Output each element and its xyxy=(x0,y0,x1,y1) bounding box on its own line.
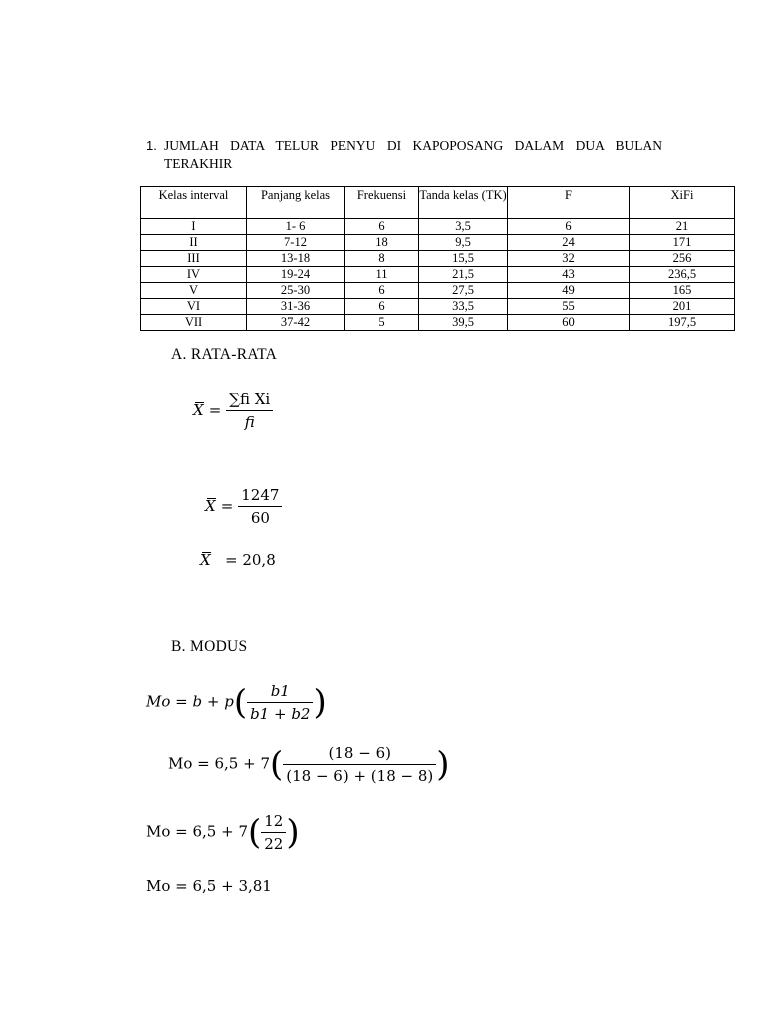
header-kelas-interval: Kelas interval xyxy=(141,187,247,219)
section-b-title: B. MODUS xyxy=(171,638,248,655)
table-cell: 6 xyxy=(345,283,419,299)
section-a-title: A. RATA-RATA xyxy=(171,346,278,363)
mode-formula: Mo = b + p( $\frac{b1}{b1 + b2}$ ) xyxy=(146,682,327,723)
table-cell: 9,5 xyxy=(419,235,508,251)
table-cell: V xyxy=(141,283,247,299)
table-cell: 6 xyxy=(508,219,630,235)
table-cell: 60 xyxy=(508,315,630,331)
table-cell: 39,5 xyxy=(419,315,508,331)
mode-step-3: Mo = 6,5 + 3,81 xyxy=(146,877,272,895)
mean-step-numerator: 1247 xyxy=(238,486,282,507)
heading-line-1: JUMLAH DATA TELUR PENYU DI KAPOPOSANG DALAM DUA BULAN xyxy=(164,138,662,153)
table-cell: 27,5 xyxy=(419,283,508,299)
mean-formula: X = $\frac{\text{∑fi Xi}}{fi}$ xyxy=(193,390,273,431)
table-cell: 25-30 xyxy=(247,283,345,299)
table-cell: 49 xyxy=(508,283,630,299)
table-cell: VI xyxy=(141,299,247,315)
table-cell: 31-36 xyxy=(247,299,345,315)
mode-step-1: Mo = 6,5 + 7( $\frac{(18 - 6)}{(18 - 6) + (18 - 8)}$ ) xyxy=(168,744,450,785)
question-heading xyxy=(146,137,662,173)
header-panjang-kelas: Panjang kelas xyxy=(247,187,345,219)
table-cell: 19-24 xyxy=(247,267,345,283)
table-cell: 33,5 xyxy=(419,299,508,315)
table-row xyxy=(141,235,735,251)
header-f: F xyxy=(508,187,630,219)
table-row xyxy=(141,315,735,331)
header-tanda-kelas: Tanda kelas (TK) xyxy=(419,187,508,219)
table-row xyxy=(141,299,735,315)
table-cell: 6 xyxy=(345,299,419,315)
table-cell: 201 xyxy=(630,299,735,315)
table-cell: I xyxy=(141,219,247,235)
table-cell: 21,5 xyxy=(419,267,508,283)
mean-step-1: X = $\frac{1247}{60}$ xyxy=(205,486,282,527)
frequency-table xyxy=(140,186,735,331)
table-row xyxy=(141,251,735,267)
table-row xyxy=(141,267,735,283)
x-bar-symbol: X xyxy=(193,400,204,419)
x-bar-symbol: X xyxy=(200,551,211,569)
table-cell: 6 xyxy=(345,219,419,235)
mean-result-value: = 20,8 xyxy=(225,551,276,569)
mode-step-2-left: Mo = 6,5 + 7 xyxy=(146,822,248,841)
table-cell: 197,5 xyxy=(630,315,735,331)
mode-step-1-left: Mo = 6,5 + 7 xyxy=(168,754,270,773)
mode-step-2-denominator: 22 xyxy=(264,835,284,853)
table-cell: 55 xyxy=(508,299,630,315)
table-cell: 5 xyxy=(345,315,419,331)
header-xifi: XiFi xyxy=(630,187,735,219)
mode-step-2-numerator: 12 xyxy=(261,812,286,833)
table-cell: IV xyxy=(141,267,247,283)
mode-formula-denominator: b1 + b2 xyxy=(247,702,313,723)
table-cell: 171 xyxy=(630,235,735,251)
mode-step-2: Mo = 6,5 + 7( $\frac{12}{22}$ ) xyxy=(146,812,300,853)
mean-result xyxy=(200,551,276,569)
table-row xyxy=(141,283,735,299)
table-header-row xyxy=(141,187,735,219)
table-cell: 37-42 xyxy=(247,315,345,331)
table-cell: 18 xyxy=(345,235,419,251)
table-cell: 24 xyxy=(508,235,630,251)
table-cell: 13-18 xyxy=(247,251,345,267)
x-bar-symbol: X xyxy=(205,496,216,515)
table-cell: 15,5 xyxy=(419,251,508,267)
table-cell: 43 xyxy=(508,267,630,283)
table-cell: 32 xyxy=(508,251,630,267)
header-frekuensi: Frekuensi xyxy=(345,187,419,219)
table-row xyxy=(141,219,735,235)
table-cell: 11 xyxy=(345,267,419,283)
table-cell: 256 xyxy=(630,251,735,267)
table-cell: 1- 6 xyxy=(247,219,345,235)
mode-step-1-numerator: (18 − 6) xyxy=(283,744,436,765)
table-cell: 165 xyxy=(630,283,735,299)
mean-formula-numerator: ∑fi Xi xyxy=(226,390,273,411)
mean-formula-denominator: fi xyxy=(244,413,255,431)
mode-formula-left: Mo = b + p xyxy=(146,692,234,711)
question-number: 1. xyxy=(146,138,157,153)
table-cell: 3,5 xyxy=(419,219,508,235)
table-cell: 8 xyxy=(345,251,419,267)
heading-line-2: TERAKHIR xyxy=(164,156,233,171)
table-cell: II xyxy=(141,235,247,251)
mode-formula-numerator: b1 xyxy=(270,682,290,700)
table-cell: 21 xyxy=(630,219,735,235)
mean-step-denominator: 60 xyxy=(250,509,270,527)
mode-step-1-denominator: (18 − 6) + (18 − 8) xyxy=(286,767,434,785)
table-cell: VII xyxy=(141,315,247,331)
table-cell: 7-12 xyxy=(247,235,345,251)
table-cell: III xyxy=(141,251,247,267)
table-cell: 236,5 xyxy=(630,267,735,283)
